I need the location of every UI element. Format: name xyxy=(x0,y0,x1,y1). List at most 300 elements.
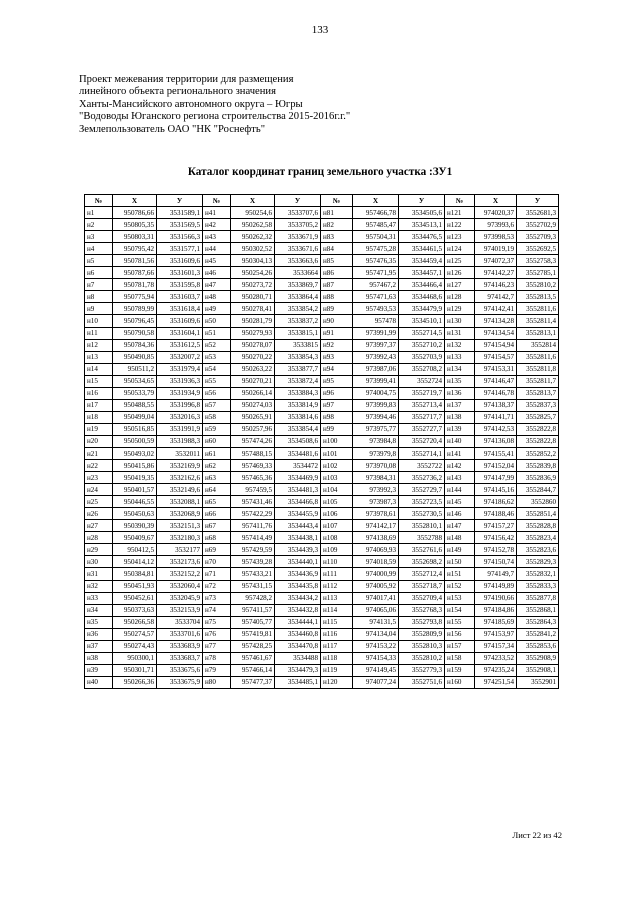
y-coordinate-cell: 3552712,4 xyxy=(399,568,445,580)
y-coordinate-cell: 3533675,9 xyxy=(157,676,203,688)
x-coordinate-cell: 974142,17 xyxy=(353,520,399,532)
x-coordinate-cell: 974017,41 xyxy=(353,592,399,604)
point-number-cell: н62 xyxy=(203,460,231,472)
y-coordinate-cell: 3552698,2 xyxy=(399,556,445,568)
point-number-cell: н156 xyxy=(445,628,475,640)
table-row xyxy=(85,520,559,532)
point-number-cell: н77 xyxy=(203,640,231,652)
point-number-cell: н51 xyxy=(203,327,231,339)
x-coordinate-cell: 950419,35 xyxy=(113,472,157,484)
x-coordinate-cell: 974155,41 xyxy=(475,447,517,459)
y-coordinate-cell: 3552708,2 xyxy=(399,363,445,375)
y-coordinate-cell: 3531601,3 xyxy=(157,267,203,279)
point-number-cell: н2 xyxy=(85,219,113,231)
table-row xyxy=(85,267,559,279)
point-number-cell: н89 xyxy=(321,303,353,315)
y-coordinate-cell: 3534443,4 xyxy=(275,520,321,532)
point-number-cell: н54 xyxy=(203,363,231,375)
y-coordinate-cell: 3552729,7 xyxy=(399,484,445,496)
y-coordinate-cell: 3531979,4 xyxy=(157,363,203,375)
y-coordinate-cell: 3534485,1 xyxy=(275,676,321,688)
point-number-cell: н144 xyxy=(445,484,475,496)
y-coordinate-cell: 3552788 xyxy=(399,532,445,544)
y-coordinate-cell: 3552779,3 xyxy=(399,664,445,676)
point-number-cell: н57 xyxy=(203,399,231,411)
point-number-cell: н160 xyxy=(445,676,475,688)
x-coordinate-cell: 950304,13 xyxy=(231,255,275,267)
column-header: У xyxy=(275,195,321,207)
x-coordinate-cell: 957461,67 xyxy=(231,652,275,664)
header-line: Землепользователь ОАО "НК "Роснефть" xyxy=(79,123,266,135)
x-coordinate-cell: 974138,37 xyxy=(475,399,517,411)
y-coordinate-cell: 3552832,1 xyxy=(517,568,559,580)
x-coordinate-cell: 957466,14 xyxy=(231,664,275,676)
y-coordinate-cell: 3534505,6 xyxy=(399,207,445,219)
table-row xyxy=(85,435,559,447)
y-coordinate-cell: 3552810,2 xyxy=(399,652,445,664)
y-coordinate-cell: 3552692,5 xyxy=(517,243,559,255)
y-coordinate-cell: 3533872,4 xyxy=(275,375,321,387)
x-coordinate-cell: 950796,45 xyxy=(113,315,157,327)
point-number-cell: н133 xyxy=(445,351,475,363)
point-number-cell: н55 xyxy=(203,375,231,387)
x-coordinate-cell: 957429,59 xyxy=(231,544,275,556)
y-coordinate-cell: 3534470,8 xyxy=(275,640,321,652)
y-coordinate-cell: 3552714,5 xyxy=(399,327,445,339)
point-number-cell: н117 xyxy=(321,640,353,652)
point-number-cell: н42 xyxy=(203,219,231,231)
x-coordinate-cell: 950401,57 xyxy=(113,484,157,496)
x-coordinate-cell: 974251,54 xyxy=(475,676,517,688)
point-number-cell: н49 xyxy=(203,303,231,315)
x-coordinate-cell: 950500,59 xyxy=(113,435,157,447)
y-coordinate-cell: 3532177 xyxy=(157,544,203,556)
point-number-cell: н16 xyxy=(85,387,113,399)
x-coordinate-cell: 957476,35 xyxy=(353,255,399,267)
page-number: 133 xyxy=(311,24,329,36)
point-number-cell: н125 xyxy=(445,255,475,267)
x-coordinate-cell: 950511,2 xyxy=(113,363,157,375)
point-number-cell: н93 xyxy=(321,351,353,363)
point-number-cell: н68 xyxy=(203,532,231,544)
point-number-cell: н151 xyxy=(445,568,475,580)
x-coordinate-cell: 957422,29 xyxy=(231,508,275,520)
x-coordinate-cell: 974147,99 xyxy=(475,472,517,484)
x-coordinate-cell: 950446,55 xyxy=(113,496,157,508)
table-row xyxy=(85,640,559,652)
point-number-cell: н35 xyxy=(85,616,113,628)
y-coordinate-cell: 3532149,6 xyxy=(157,484,203,496)
x-coordinate-cell: 950499,04 xyxy=(113,411,157,423)
point-number-cell: н24 xyxy=(85,484,113,496)
x-coordinate-cell: 957431,46 xyxy=(231,496,275,508)
point-number-cell: н142 xyxy=(445,460,475,472)
point-number-cell: н119 xyxy=(321,664,353,676)
point-number-cell: н155 xyxy=(445,616,475,628)
point-number-cell: н48 xyxy=(203,291,231,303)
x-coordinate-cell: 950451,93 xyxy=(113,580,157,592)
column-header: X xyxy=(113,195,157,207)
point-number-cell: н69 xyxy=(203,544,231,556)
x-coordinate-cell: 950300,1 xyxy=(113,652,157,664)
y-coordinate-cell: 3552901 xyxy=(517,676,559,688)
x-coordinate-cell: 950412,5 xyxy=(113,544,157,556)
x-coordinate-cell: 974157,27 xyxy=(475,520,517,532)
point-number-cell: н129 xyxy=(445,303,475,315)
y-coordinate-cell: 3552722 xyxy=(399,460,445,472)
y-coordinate-cell: 3532151,3 xyxy=(157,520,203,532)
y-coordinate-cell: 3552785,1 xyxy=(517,267,559,279)
x-coordinate-cell: 974150,74 xyxy=(475,556,517,568)
document-header xyxy=(79,74,350,136)
point-number-cell: н92 xyxy=(321,339,353,351)
x-coordinate-cell: 973970,08 xyxy=(353,460,399,472)
x-coordinate-cell: 950274,43 xyxy=(113,640,157,652)
catalog-title: Каталог координат границ земельного участка :ЗУ1 xyxy=(187,166,453,178)
point-number-cell: н32 xyxy=(85,580,113,592)
y-coordinate-cell: 3532060,4 xyxy=(157,580,203,592)
point-number-cell: н80 xyxy=(203,676,231,688)
column-header: У xyxy=(517,195,559,207)
y-coordinate-cell: 3534461,5 xyxy=(399,243,445,255)
y-coordinate-cell: 3552681,3 xyxy=(517,207,559,219)
x-coordinate-cell: 974149,89 xyxy=(475,580,517,592)
x-coordinate-cell: 957467,2 xyxy=(353,279,399,291)
table-row xyxy=(85,339,559,351)
x-coordinate-cell: 957478 xyxy=(353,315,399,327)
point-number-cell: н145 xyxy=(445,496,475,508)
point-number-cell: н149 xyxy=(445,544,475,556)
y-coordinate-cell: 3552730,5 xyxy=(399,508,445,520)
point-number-cell: н105 xyxy=(321,496,353,508)
header-line: линейного объекта регионального значения xyxy=(79,86,276,98)
y-coordinate-cell: 3533683,7 xyxy=(157,652,203,664)
y-coordinate-cell: 3552702,9 xyxy=(517,219,559,231)
y-coordinate-cell: 3533884,3 xyxy=(275,387,321,399)
y-coordinate-cell: 3552717,7 xyxy=(399,411,445,423)
x-coordinate-cell: 973999,41 xyxy=(353,375,399,387)
x-coordinate-cell: 974186,62 xyxy=(475,496,517,508)
x-coordinate-cell: 974131,5 xyxy=(353,616,399,628)
point-number-cell: н27 xyxy=(85,520,113,532)
x-coordinate-cell: 950452,61 xyxy=(113,592,157,604)
point-number-cell: н71 xyxy=(203,568,231,580)
point-number-cell: н78 xyxy=(203,652,231,664)
x-coordinate-cell: 973975,77 xyxy=(353,423,399,435)
x-coordinate-cell: 950414,12 xyxy=(113,556,157,568)
y-coordinate-cell: 3552810,3 xyxy=(399,640,445,652)
point-number-cell: н150 xyxy=(445,556,475,568)
point-number-cell: н46 xyxy=(203,267,231,279)
column-header: У xyxy=(399,195,445,207)
x-coordinate-cell: 950786,66 xyxy=(113,207,157,219)
y-coordinate-cell: 3552736,2 xyxy=(399,472,445,484)
x-coordinate-cell: 974142,53 xyxy=(475,423,517,435)
point-number-cell: н64 xyxy=(203,484,231,496)
point-number-cell: н110 xyxy=(321,556,353,568)
point-number-cell: н9 xyxy=(85,303,113,315)
x-coordinate-cell: 974190,66 xyxy=(475,592,517,604)
y-coordinate-cell: 3531609,6 xyxy=(157,315,203,327)
table-row xyxy=(85,411,559,423)
point-number-cell: н58 xyxy=(203,411,231,423)
point-number-cell: н8 xyxy=(85,291,113,303)
x-coordinate-cell: 950278,07 xyxy=(231,339,275,351)
y-coordinate-cell: 3534508,6 xyxy=(275,435,321,447)
point-number-cell: н15 xyxy=(85,375,113,387)
x-coordinate-cell: 957459,5 xyxy=(231,484,275,496)
y-coordinate-cell: 3552813,1 xyxy=(517,327,559,339)
x-coordinate-cell: 950790,58 xyxy=(113,327,157,339)
y-coordinate-cell: 3533707,6 xyxy=(275,207,321,219)
x-coordinate-cell: 957474,26 xyxy=(231,435,275,447)
x-coordinate-cell: 950257,96 xyxy=(231,423,275,435)
x-coordinate-cell: 974020,37 xyxy=(475,207,517,219)
x-coordinate-cell: 957414,49 xyxy=(231,532,275,544)
y-coordinate-cell: 3534510,1 xyxy=(399,315,445,327)
y-coordinate-cell: 3531996,8 xyxy=(157,399,203,411)
table-row xyxy=(85,496,559,508)
point-number-cell: н21 xyxy=(85,447,113,459)
point-number-cell: н18 xyxy=(85,411,113,423)
y-coordinate-cell: 3533704 xyxy=(157,616,203,628)
x-coordinate-cell: 950781,78 xyxy=(113,279,157,291)
point-number-cell: н39 xyxy=(85,664,113,676)
point-number-cell: н22 xyxy=(85,460,113,472)
x-coordinate-cell: 957428,25 xyxy=(231,640,275,652)
point-number-cell: н53 xyxy=(203,351,231,363)
point-number-cell: н126 xyxy=(445,267,475,279)
point-number-cell: н153 xyxy=(445,592,475,604)
y-coordinate-cell: 3534459,4 xyxy=(399,255,445,267)
table-row xyxy=(85,279,559,291)
y-coordinate-cell: 3552719,7 xyxy=(399,387,445,399)
x-coordinate-cell: 957411,76 xyxy=(231,520,275,532)
point-number-cell: н121 xyxy=(445,207,475,219)
table-row xyxy=(85,604,559,616)
x-coordinate-cell: 950533,79 xyxy=(113,387,157,399)
y-coordinate-cell: 3533815 xyxy=(275,339,321,351)
y-coordinate-cell: 3552710,2 xyxy=(399,339,445,351)
x-coordinate-cell: 973999,83 xyxy=(353,399,399,411)
table-row xyxy=(85,568,559,580)
point-number-cell: н83 xyxy=(321,231,353,243)
table-row xyxy=(85,460,559,472)
x-coordinate-cell: 950390,39 xyxy=(113,520,157,532)
y-coordinate-cell: 3533671,6 xyxy=(275,243,321,255)
point-number-cell: н140 xyxy=(445,435,475,447)
point-number-cell: н29 xyxy=(85,544,113,556)
point-number-cell: н17 xyxy=(85,399,113,411)
x-coordinate-cell: 973984,31 xyxy=(353,472,399,484)
point-number-cell: н40 xyxy=(85,676,113,688)
y-coordinate-cell: 3531566,3 xyxy=(157,231,203,243)
y-coordinate-cell: 3531603,7 xyxy=(157,291,203,303)
table-row xyxy=(85,592,559,604)
y-coordinate-cell: 3552839,8 xyxy=(517,460,559,472)
y-coordinate-cell: 3533854,3 xyxy=(275,351,321,363)
y-coordinate-cell: 3534435,8 xyxy=(275,580,321,592)
point-number-cell: н60 xyxy=(203,435,231,447)
point-number-cell: н38 xyxy=(85,652,113,664)
y-coordinate-cell: 3531618,4 xyxy=(157,303,203,315)
point-number-cell: н31 xyxy=(85,568,113,580)
x-coordinate-cell: 957431,15 xyxy=(231,580,275,592)
y-coordinate-cell: 3534476,5 xyxy=(399,231,445,243)
y-coordinate-cell: 3552768,3 xyxy=(399,604,445,616)
y-coordinate-cell: 3552823,4 xyxy=(517,532,559,544)
x-coordinate-cell: 974136,08 xyxy=(475,435,517,447)
x-coordinate-cell: 957471,95 xyxy=(353,267,399,279)
column-header: У xyxy=(157,195,203,207)
point-number-cell: н104 xyxy=(321,484,353,496)
x-coordinate-cell: 950805,35 xyxy=(113,219,157,231)
table-row xyxy=(85,291,559,303)
x-coordinate-cell: 974142,41 xyxy=(475,303,517,315)
y-coordinate-cell: 3552864,3 xyxy=(517,616,559,628)
x-coordinate-cell: 974142,7 xyxy=(475,291,517,303)
x-coordinate-cell: 974145,16 xyxy=(475,484,517,496)
point-number-cell: н6 xyxy=(85,267,113,279)
x-coordinate-cell: 950302,52 xyxy=(231,243,275,255)
y-coordinate-cell: 3552837,3 xyxy=(517,399,559,411)
x-coordinate-cell: 974153,31 xyxy=(475,363,517,375)
y-coordinate-cell: 3552709,3 xyxy=(517,231,559,243)
x-coordinate-cell: 957488,15 xyxy=(231,447,275,459)
x-coordinate-cell: 974154,94 xyxy=(475,339,517,351)
x-coordinate-cell: 974134,54 xyxy=(475,327,517,339)
header-line: "Водоводы Юганского региона строительства 2015-2016г.г." xyxy=(79,111,351,123)
point-number-cell: н61 xyxy=(203,447,231,459)
x-coordinate-cell: 950787,66 xyxy=(113,267,157,279)
table-row xyxy=(85,387,559,399)
y-coordinate-cell: 3552718,7 xyxy=(399,580,445,592)
x-coordinate-cell: 950373,63 xyxy=(113,604,157,616)
x-coordinate-cell: 950775,94 xyxy=(113,291,157,303)
point-number-cell: н118 xyxy=(321,652,353,664)
point-number-cell: н158 xyxy=(445,652,475,664)
point-number-cell: н139 xyxy=(445,423,475,435)
point-number-cell: н73 xyxy=(203,592,231,604)
y-coordinate-cell: 3534439,3 xyxy=(275,544,321,556)
y-coordinate-cell: 3552829,3 xyxy=(517,556,559,568)
x-coordinate-cell: 950534,65 xyxy=(113,375,157,387)
x-coordinate-cell: 973993,6 xyxy=(475,219,517,231)
y-coordinate-cell: 3532162,6 xyxy=(157,472,203,484)
x-coordinate-cell: 957504,31 xyxy=(353,231,399,243)
y-coordinate-cell: 3533814,9 xyxy=(275,399,321,411)
y-coordinate-cell: 3552822,8 xyxy=(517,435,559,447)
y-coordinate-cell: 3534481,3 xyxy=(275,484,321,496)
y-coordinate-cell: 3533663,6 xyxy=(275,255,321,267)
table-header-row xyxy=(85,195,559,207)
y-coordinate-cell: 3531609,6 xyxy=(157,255,203,267)
point-number-cell: н13 xyxy=(85,351,113,363)
x-coordinate-cell: 950384,81 xyxy=(113,568,157,580)
table-row xyxy=(85,676,559,688)
point-number-cell: н152 xyxy=(445,580,475,592)
y-coordinate-cell: 3552852,2 xyxy=(517,447,559,459)
table-row xyxy=(85,447,559,459)
point-number-cell: н67 xyxy=(203,520,231,532)
x-coordinate-cell: 950795,42 xyxy=(113,243,157,255)
x-coordinate-cell: 973994,46 xyxy=(353,411,399,423)
x-coordinate-cell: 974235,24 xyxy=(475,664,517,676)
y-coordinate-cell: 3534513,1 xyxy=(399,219,445,231)
point-number-cell: н59 xyxy=(203,423,231,435)
y-coordinate-cell: 3552709,4 xyxy=(399,592,445,604)
y-coordinate-cell: 3531569,5 xyxy=(157,219,203,231)
table-row xyxy=(85,544,559,556)
table-row xyxy=(85,231,559,243)
y-coordinate-cell: 3534455,9 xyxy=(275,508,321,520)
y-coordinate-cell: 3552751,6 xyxy=(399,676,445,688)
y-coordinate-cell: 3532169,9 xyxy=(157,460,203,472)
point-number-cell: н96 xyxy=(321,387,353,399)
x-coordinate-cell: 974134,04 xyxy=(353,628,399,640)
y-coordinate-cell: 3534481,6 xyxy=(275,447,321,459)
column-header: № xyxy=(203,195,231,207)
x-coordinate-cell: 973979,8 xyxy=(353,447,399,459)
y-coordinate-cell: 3531988,3 xyxy=(157,435,203,447)
x-coordinate-cell: 950279,93 xyxy=(231,327,275,339)
x-coordinate-cell: 957433,21 xyxy=(231,568,275,580)
point-number-cell: н86 xyxy=(321,267,353,279)
y-coordinate-cell: 3534444,1 xyxy=(275,616,321,628)
x-coordinate-cell: 973997,37 xyxy=(353,339,399,351)
x-coordinate-cell: 950490,85 xyxy=(113,351,157,363)
x-coordinate-cell: 974142,27 xyxy=(475,267,517,279)
x-coordinate-cell: 950274,57 xyxy=(113,628,157,640)
point-number-cell: н127 xyxy=(445,279,475,291)
x-coordinate-cell: 973984,8 xyxy=(353,435,399,447)
point-number-cell: н82 xyxy=(321,219,353,231)
x-coordinate-cell: 957428,2 xyxy=(231,592,275,604)
table-row xyxy=(85,255,559,267)
y-coordinate-cell: 3552908,1 xyxy=(517,664,559,676)
point-number-cell: н52 xyxy=(203,339,231,351)
x-coordinate-cell: 957471,63 xyxy=(353,291,399,303)
y-coordinate-cell: 3531595,8 xyxy=(157,279,203,291)
table-row xyxy=(85,375,559,387)
point-number-cell: н154 xyxy=(445,604,475,616)
x-coordinate-cell: 974069,93 xyxy=(353,544,399,556)
y-coordinate-cell: 3532016,3 xyxy=(157,411,203,423)
x-coordinate-cell: 950266,36 xyxy=(113,676,157,688)
x-coordinate-cell: 974134,28 xyxy=(475,315,517,327)
y-coordinate-cell: 3552810,1 xyxy=(399,520,445,532)
x-coordinate-cell: 950266,58 xyxy=(113,616,157,628)
y-coordinate-cell: 3552724 xyxy=(399,375,445,387)
x-coordinate-cell: 950301,71 xyxy=(113,664,157,676)
y-coordinate-cell: 3552853,6 xyxy=(517,640,559,652)
y-coordinate-cell: 3552811,8 xyxy=(517,363,559,375)
y-coordinate-cell: 3552811,6 xyxy=(517,351,559,363)
point-number-cell: н116 xyxy=(321,628,353,640)
sheet-footer: Лист 22 из 42 xyxy=(512,830,562,840)
point-number-cell: н56 xyxy=(203,387,231,399)
y-coordinate-cell: 3552823,6 xyxy=(517,544,559,556)
x-coordinate-cell: 950516,85 xyxy=(113,423,157,435)
point-number-cell: н108 xyxy=(321,532,353,544)
column-header: X xyxy=(353,195,399,207)
column-header: X xyxy=(475,195,517,207)
x-coordinate-cell: 974149,7 xyxy=(475,568,517,580)
table-row xyxy=(85,363,559,375)
y-coordinate-cell: 3552758,3 xyxy=(517,255,559,267)
point-number-cell: н135 xyxy=(445,375,475,387)
point-number-cell: н50 xyxy=(203,315,231,327)
